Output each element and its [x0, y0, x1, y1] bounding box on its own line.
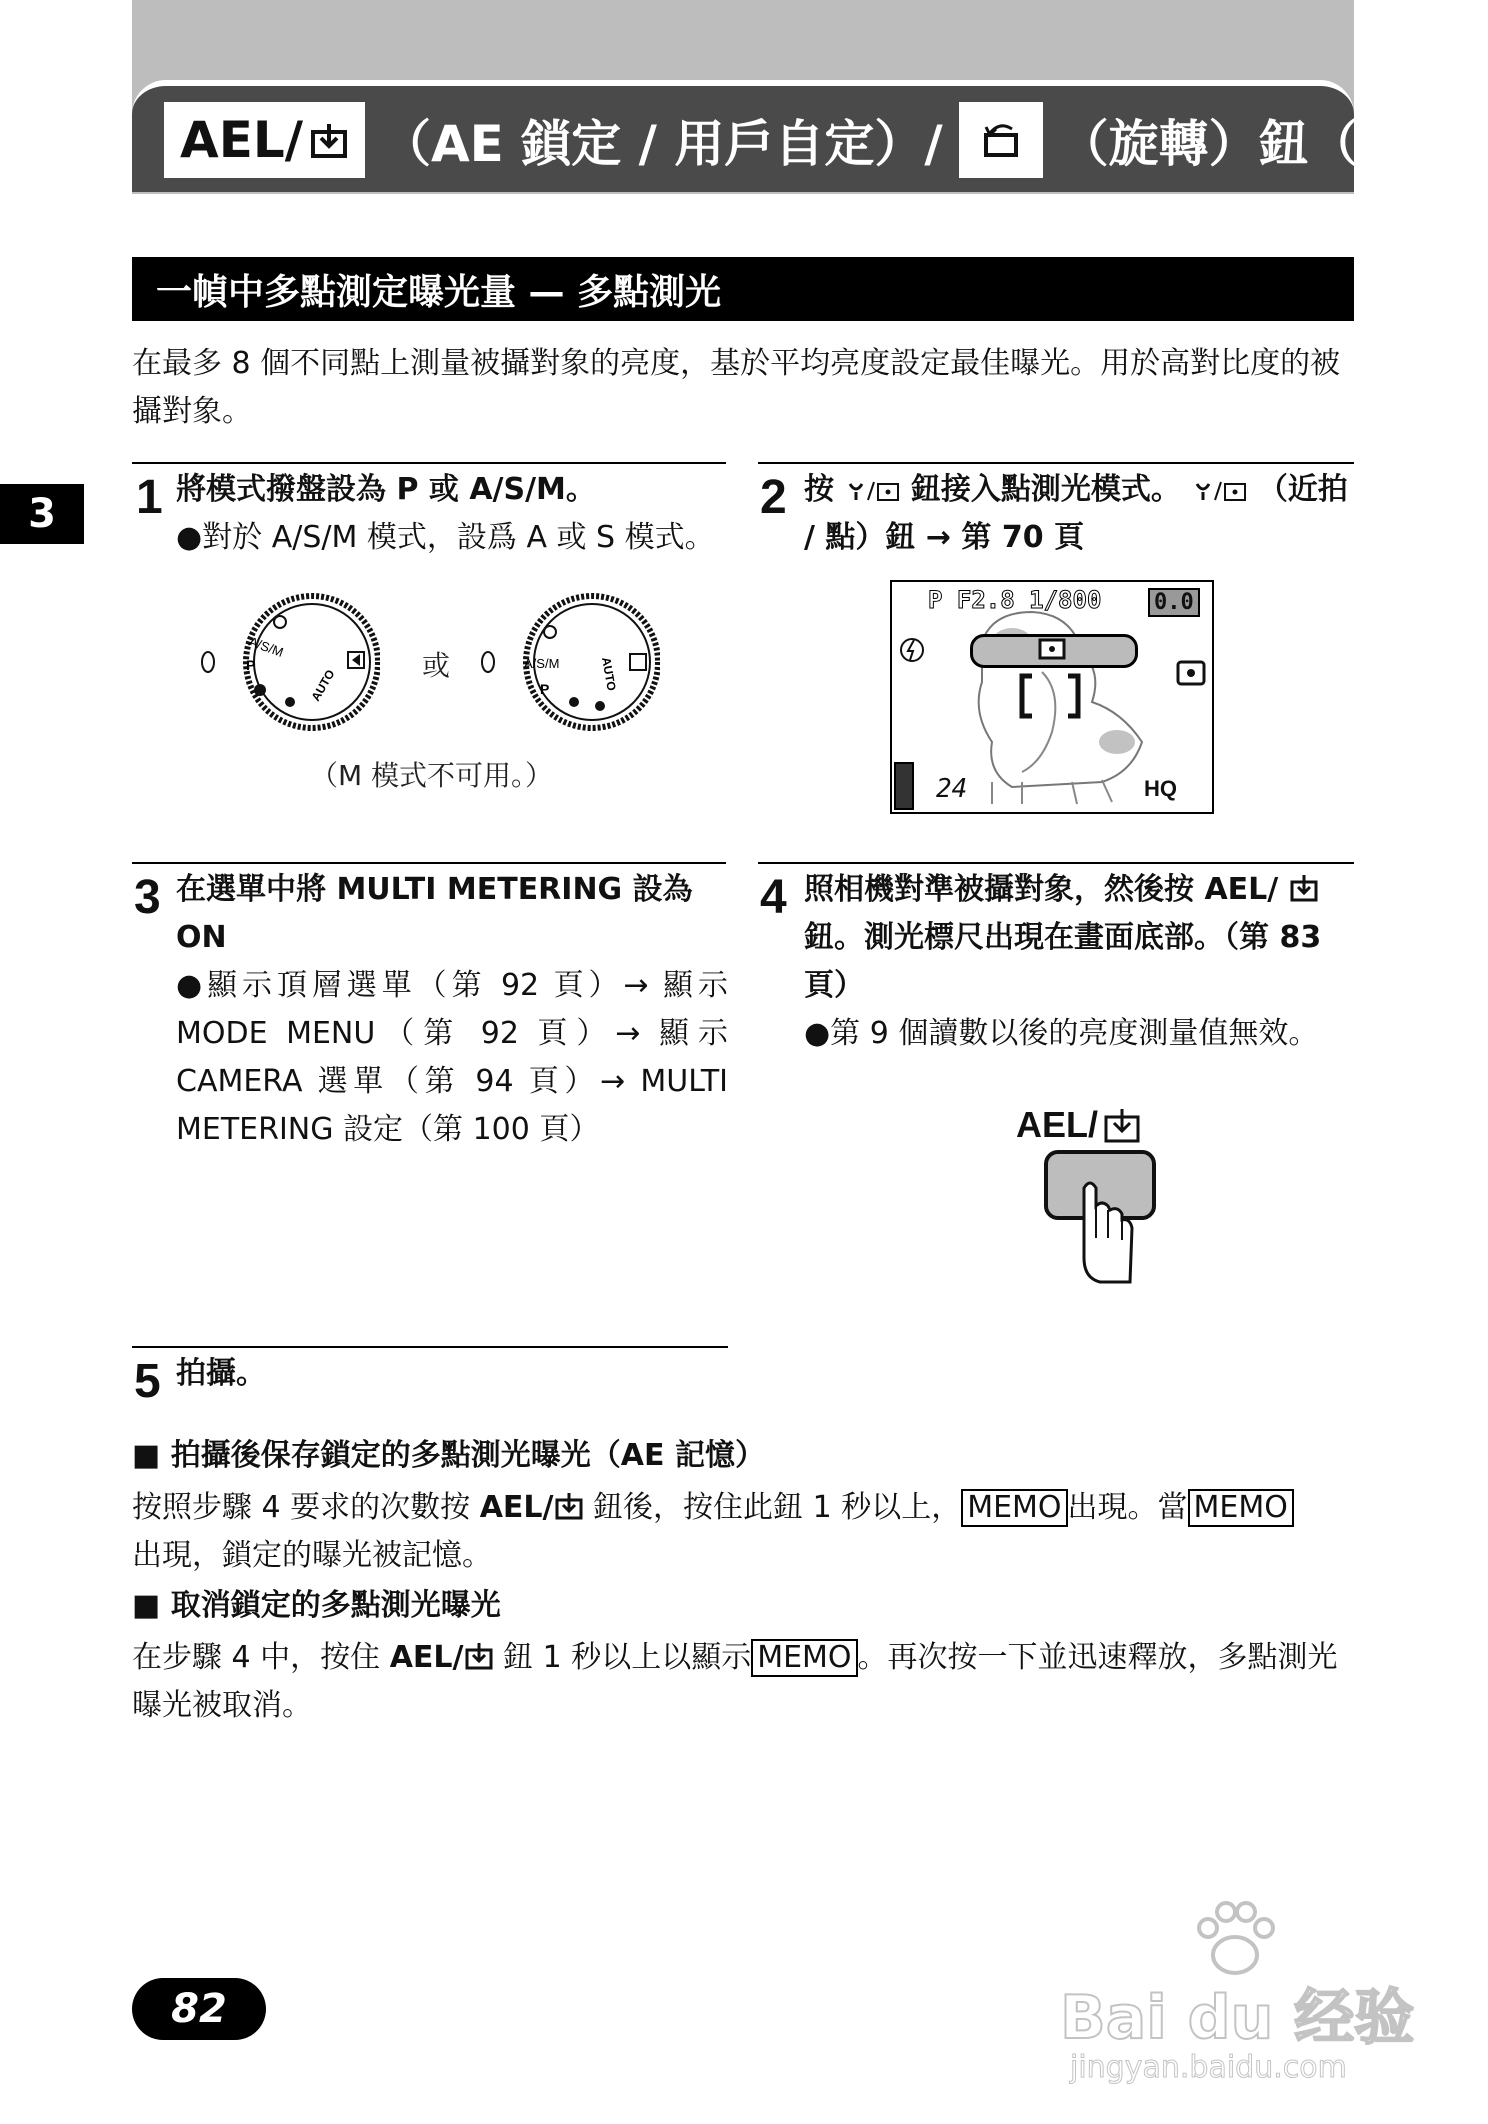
- p1-e: 出現，鎖定的曝光被記憶。: [132, 1538, 492, 1573]
- step1-caption: （M 模式不可用。）: [310, 759, 554, 792]
- step3-text: 在選單中將 MULTI METERING 設為 ON: [176, 872, 693, 955]
- mode-dial-left: [200, 590, 380, 740]
- step2-text-c: （近拍 / 點）鈕 → 第 70 頁: [804, 472, 1348, 555]
- p2-c: 鈕 1 秒以上以顯示: [493, 1640, 752, 1675]
- step4-rule: [758, 862, 1354, 864]
- ael-title-box: [164, 102, 365, 178]
- step5-number: 5: [134, 1355, 161, 1408]
- step4-text-b: 鈕。測光標尺出現在畫面底部。（第 83 頁）: [804, 920, 1322, 1003]
- lcd-top-readout: P F2.8 1/800: [928, 586, 1102, 614]
- lcd-exposure: 0.0: [1148, 588, 1200, 617]
- step2-number: 2: [760, 471, 787, 524]
- step2-rule: [758, 462, 1354, 464]
- custom-button-icon-small: [1289, 873, 1319, 903]
- chapter-tab: 3: [0, 484, 84, 544]
- ae-memory-paragraph: [132, 1484, 1354, 1580]
- cancel-memory-heading: ■ 取消鎖定的多點測光曝光: [132, 1588, 501, 1623]
- step2-text: [804, 466, 1356, 562]
- cancel-memory-paragraph: [132, 1634, 1354, 1730]
- step4-text: [804, 866, 1356, 1010]
- flash-off-icon: [898, 636, 926, 664]
- ael-label: AEL/: [180, 111, 303, 169]
- af-target-mark: [1018, 672, 1082, 720]
- baidu-watermark: [1040, 1900, 1460, 2100]
- title-text: （AE 鎖定 / 用戶自定）/: [380, 115, 943, 173]
- mode-dial-right: [480, 590, 660, 740]
- step4-number: 4: [760, 871, 787, 924]
- custom-button-icon: [309, 120, 349, 160]
- lcd-screen: [890, 580, 1214, 814]
- p2-d: 。再次按一下並迅速釋放，多點測光曝光被取消。: [132, 1640, 1338, 1723]
- memo-indicator-1: MEMO: [961, 1489, 1067, 1527]
- memo-indicator-3: MEMO: [751, 1639, 857, 1677]
- spot-mode-icon: [1176, 660, 1206, 686]
- memo-indicator-2: MEMO: [1188, 1489, 1294, 1527]
- watermark-url: jingyan.baidu.com: [1070, 2050, 1347, 2085]
- step1-bullet: ●對於 A/S/M 模式，設爲 A 或 S 模式。: [176, 520, 715, 555]
- memory-gauge-icon: [894, 762, 914, 810]
- step5-text: 拍攝。: [176, 1356, 266, 1391]
- step2-text-b: 鈕接入點測光模式。: [910, 472, 1181, 507]
- macro-spot-icon-2: [1191, 478, 1247, 504]
- step4-text-a: 照相機對準被攝對象，然後按 AEL/: [804, 872, 1279, 907]
- dial2-label-asm: A/S/M: [524, 656, 560, 671]
- dial-or-label: 或: [422, 649, 451, 682]
- step5-rule: [132, 1346, 728, 1348]
- step1-text: 將模式撥盤設為 P 或 A/S/M。: [176, 472, 596, 507]
- dial-label-asm: A/S/M: [246, 633, 286, 660]
- custom-button-icon-p2: [464, 1641, 494, 1671]
- p1-d: 出現。當: [1067, 1490, 1188, 1525]
- dial-label-auto: AUTO: [308, 667, 338, 704]
- step4-bullet: ●第 9 個讀數以後的亮度測量值無效。: [804, 1016, 1319, 1051]
- rotate-title-box: [959, 102, 1043, 178]
- step1-number: 1: [136, 471, 163, 524]
- spot-metering-icon: [1038, 638, 1066, 660]
- dial2-label-auto: AUTO: [599, 656, 619, 692]
- lcd-quality: HQ: [1144, 776, 1177, 801]
- custom-button-icon-p1: [554, 1491, 584, 1521]
- title-tail: （旋轉）鈕（續）: [1058, 115, 1459, 173]
- dial-label-p: P: [246, 657, 256, 673]
- lcd-frames: 24: [936, 774, 968, 804]
- ael-button-text: AEL/: [1016, 1104, 1099, 1145]
- page-number: 82: [132, 1978, 266, 2040]
- step3-number: 3: [134, 871, 161, 924]
- macro-spot-icon: [844, 478, 900, 504]
- intro-paragraph: 在最多 8 個不同點上測量被攝對象的亮度，基於平均亮度設定最佳曝光。用於高對比度的被攝對象。: [132, 346, 1341, 429]
- p1-ael: AEL/: [479, 1490, 554, 1525]
- step3-rule: [132, 862, 726, 864]
- ae-memory-heading: ■ 拍攝後保存鎖定的多點測光曝光（AE 記憶）: [132, 1438, 765, 1473]
- paw-icon: [1190, 1900, 1280, 1980]
- rotate-icon: [980, 119, 1022, 161]
- page-title: [164, 100, 1475, 180]
- step2-text-a: 按: [804, 472, 834, 507]
- p1-a: 按照步驟 4 要求的次數按: [132, 1490, 480, 1525]
- ael-button-label: [1016, 1104, 1142, 1146]
- p2-ael: AEL/: [389, 1640, 464, 1675]
- watermark-brand: Bai du 经验: [1060, 1983, 1415, 2053]
- p2-a: 在步驟 4 中，按住: [132, 1640, 390, 1675]
- ael-button-press-illustration: [1040, 1148, 1160, 1288]
- step1-rule: [132, 462, 726, 464]
- section-heading: 一幀中多點測定曝光量 — 多點測光: [132, 257, 1354, 321]
- step3-bullet: ●顯示頂層選單（第 92 頁）→ 顯示 MODE MENU（第 92 頁）→ 顯示 CAMERA 選單（第 94 頁）→ MULTI METERING 設定（第 100 頁）: [176, 968, 728, 1147]
- p1-c: 鈕後，按住此鈕 1 秒以上，: [583, 1490, 962, 1525]
- dial2-label-p: P: [540, 681, 550, 697]
- custom-button-icon-large: [1102, 1105, 1142, 1145]
